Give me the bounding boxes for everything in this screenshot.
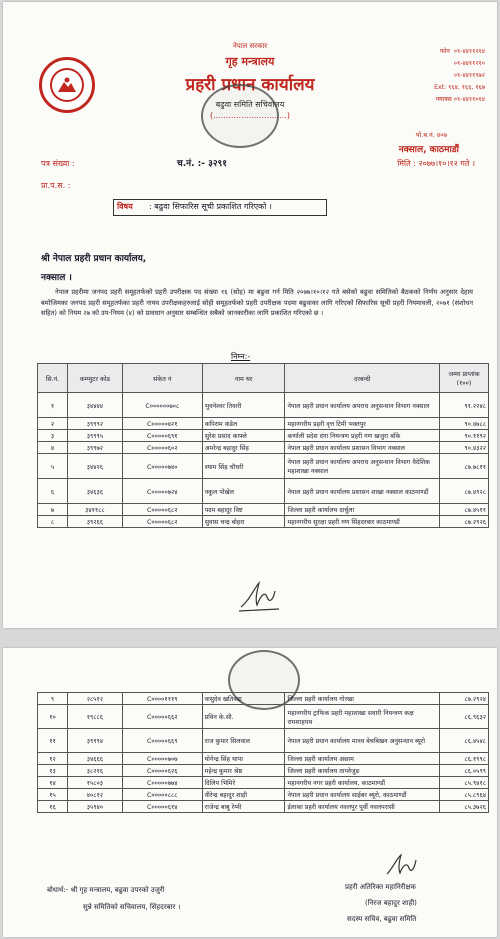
- cell-code: ३९९९४: [67, 729, 122, 753]
- cell-score: ९०.११९२: [440, 430, 489, 442]
- cell-name: कपिराम कंडेल: [202, 418, 285, 430]
- official-stamp: [201, 84, 279, 148]
- cell-name: वीरेन्द्र बहादुर शाही: [202, 789, 285, 801]
- cell-symbol: C०००००७२४: [122, 479, 202, 504]
- recipient: श्री नेपाल प्रहरी प्रधान कार्यालय,: [41, 254, 147, 264]
- cell-serial: ९: [38, 693, 68, 705]
- cell-score: ८७.२९२६: [440, 516, 489, 528]
- cell-name: दिलिप भिमिरे: [202, 777, 285, 789]
- cell-code: ३४६६६: [67, 753, 122, 765]
- subject-text: : बढुवा सिफारिस सूची प्रकाशित गरिएको ।: [149, 202, 272, 211]
- recipient-place: नक्साल ।: [41, 273, 72, 283]
- signature-final: [381, 852, 421, 880]
- cell-code: ३९९९२: [67, 418, 122, 430]
- recommendation-table-1: [37, 363, 489, 528]
- cell-symbol: C०००००६६२: [122, 705, 202, 729]
- cell-code: ३४११८८: [67, 504, 122, 516]
- cell-post: नेपाल प्रहरी प्रधान कार्यालय मानव बेचबिखन अनुसन्धान ब्यूरो: [285, 729, 440, 753]
- cell-name: भुवनेश्वर तिवारी: [202, 393, 285, 418]
- cell-symbol: C०००००६८२: [122, 516, 202, 528]
- cell-code: ३४४४४: [67, 393, 122, 418]
- cell-score: ८५.८९६४: [440, 789, 489, 801]
- cell-name: राज कुमार सिलवाल: [202, 729, 285, 753]
- cell-symbol: C०००००६२६: [122, 765, 202, 777]
- cell-serial: १: [38, 393, 68, 418]
- cell-serial: ८: [38, 516, 68, 528]
- cell-score: ८६.०५९९: [440, 765, 489, 777]
- cell-serial: १३: [38, 765, 68, 777]
- cell-code: ३८२१६: [67, 765, 122, 777]
- org-dotted-line: (.............................): [210, 111, 290, 120]
- cell-symbol: C००००००७०८: [122, 393, 202, 418]
- letter-page-2: [3, 648, 497, 937]
- cell-symbol: C०००००६०२: [122, 442, 202, 454]
- table-row: [38, 393, 489, 418]
- col-header-code: कम्प्युटर कोड: [67, 364, 122, 393]
- cell-serial: ६: [38, 479, 68, 504]
- cell-symbol: C०००००६९१: [122, 430, 202, 442]
- cell-post: महानगरीय ट्राफिक प्रहरी महाशाखा सवारी नियन्त्रण कक्ष रामशाहपथ: [285, 705, 440, 729]
- table-row: [38, 693, 489, 705]
- table-row: [38, 516, 489, 528]
- cell-score: ८६.४५४८: [440, 729, 489, 753]
- cell-serial: ७: [38, 504, 68, 516]
- cell-name: प्रविन के.सी.: [202, 705, 285, 729]
- contact-ext: Ext: १६४, १६६, १६७: [434, 84, 485, 91]
- recommendation-table-2: [37, 692, 489, 813]
- cell-post: नेपाल प्रहरी प्रधान कार्यालय अपराध अनुसन्धान विभाग नक्साल: [285, 393, 440, 418]
- cell-code: ३९९९५: [67, 430, 122, 442]
- cell-name: पदम बहादुर विष्ट: [202, 504, 285, 516]
- cell-post: नेपाल प्रहरी प्रधान कार्यालय प्रशासन विभाग नक्साल: [285, 442, 440, 454]
- org-main-title: प्रहरी प्रधान कार्यालय: [185, 75, 315, 95]
- cell-score: ८५.३७२६: [440, 801, 489, 813]
- col-header-post: दरबन्दी: [285, 364, 440, 393]
- contact-fax: फ्याक्स ०१-४४११०१४: [435, 96, 485, 103]
- po-box: पो.ब.नं. ४०७: [415, 131, 447, 139]
- table-row: [38, 418, 489, 430]
- cell-post: नेपाल प्रहरी प्रधान कार्यालय प्रशासन शाखा नक्साल काठमाण्डौं: [285, 479, 440, 504]
- cell-name: वासुदेव खतिवडा: [202, 693, 285, 705]
- cell-serial: ४: [38, 442, 68, 454]
- cell-score: ९१.२२४८: [440, 393, 489, 418]
- cell-post: नेपाल प्रहरी प्रधान कार्यालय साईबर ब्यूरो, काठमाण्डौं: [285, 789, 440, 801]
- cell-score: ८६.९६३२: [440, 705, 489, 729]
- cell-name: सुवास चन्द्र बोहरा: [202, 516, 285, 528]
- cell-score: ९०.४७८८: [440, 418, 489, 430]
- cell-score: ८७.७८११: [440, 454, 489, 479]
- cell-score: ९०.४३२२: [440, 442, 489, 454]
- cell-code: ४०८१२: [67, 789, 122, 801]
- cell-code: १९८८६: [67, 705, 122, 729]
- cell-code: ३९२६६: [67, 516, 122, 528]
- cell-code: ३४४२६: [67, 454, 122, 479]
- cell-symbol: C०००००७७४: [122, 777, 202, 789]
- cell-serial: १६: [38, 801, 68, 813]
- org-ministry-line: गृह मन्त्रालय: [225, 55, 275, 68]
- contact-phone-2: ०१-४४११२१०: [453, 60, 485, 67]
- cell-symbol: C०००००६८२: [122, 504, 202, 516]
- cell-serial: ३: [38, 430, 68, 442]
- dispatch-label: प्रा.प.स. :: [41, 181, 71, 190]
- cell-name: श्याम सिंह चौधरी: [202, 454, 285, 479]
- cell-name: राजेन्द्र बाबु रेग्मी: [202, 801, 285, 813]
- cell-post: जिल्ला प्रहरी कार्यालय दार्चुला: [285, 504, 440, 516]
- table-row: [38, 729, 489, 753]
- cell-post: महानगरीय सुरक्षा प्रहरी गण सिंहदरबार काठमाण्डौं: [285, 516, 440, 528]
- cell-name: योगेन्द्र सिंह थापा: [202, 753, 285, 765]
- cell-symbol: C००००१११९: [122, 693, 202, 705]
- table-row: [38, 442, 489, 454]
- ref-number: च.नं. :- ३२९१: [177, 159, 227, 169]
- cell-symbol: C०००००८८८: [122, 789, 202, 801]
- cell-code: ३४६३६: [67, 479, 122, 504]
- address: नक्साल, काठमाडौं: [398, 145, 459, 155]
- cell-serial: ५: [38, 454, 68, 479]
- cell-post: महानगरीय प्रहरी वृत्त टिमी भक्तपुर: [285, 418, 440, 430]
- cell-symbol: C०००००६१४: [122, 801, 202, 813]
- contact-phone-1: फोन ०१-४४११२१४: [440, 48, 485, 55]
- cell-score: ८७.२९२४: [440, 693, 489, 705]
- list-title: निम्न:-: [231, 352, 251, 361]
- org-small-line: नेपाल सरकार: [232, 42, 268, 50]
- cell-serial: १५: [38, 789, 68, 801]
- cell-symbol: C०००००७०७: [122, 753, 202, 765]
- cell-name: सुरेश प्रसाद काफ्ले: [202, 430, 285, 442]
- sign-role: सदस्य सचिव, बढुवा समिति: [347, 915, 417, 923]
- table-row: [38, 479, 489, 504]
- letter-body: नेपाल प्रहरीमा जनपद प्रहरी समूहतर्फको प्रहरी उपरीक्षक पद संख्या १६ (सोह) मा बढुवा गर्न मिति २०७७।१०।१२ गते बसेको बढुवा समितिको बैठकको निर्णय अनुसार देहाय बमोजिमका जनपद प्रहरी समूहतर्फका प्रहरी नायव उपरीक्षकहरुलाई सोही समूहतर्फको प्रहरी उपरीक्षक पदमा बढुवाका लागि गरिएको सिफारिस सूची प्रहरी नियमावली, २०७१ (संशोधन सहित) को नियम २७ को उप-नियम (४) को प्रावधान अनुसार सम्बन्धित सबैको जानकारीका लागि प्रकाशित गरिएको छ ।: [41, 288, 473, 318]
- cell-score: ८६.१९९८: [440, 753, 489, 765]
- cell-score: ८५.९४१८: [440, 777, 489, 789]
- cell-post: जिल्ला प्रहरी कार्यालय गोरखा: [285, 693, 440, 705]
- ref-label: पत्र संख्या :: [41, 159, 75, 168]
- cell-serial: १४: [38, 777, 68, 789]
- cell-name: महेन्द्र कुमार श्रेष्ठ: [202, 765, 285, 777]
- cell-score: ८७.४९२८: [440, 479, 489, 504]
- col-header-symbol: संकेत नं: [122, 364, 202, 393]
- cell-code: ३९९७२: [67, 442, 122, 454]
- table-row: [38, 454, 489, 479]
- sign-name: (निरज बहादुर शाही): [365, 899, 417, 907]
- table-row: [38, 801, 489, 813]
- cell-post: ईलाका प्रहरी कार्यालय नवलपुर पूर्वी नवलपरासी: [285, 801, 440, 813]
- letter-date: मिति : २०७७।१०।१२ गते ।: [397, 159, 475, 168]
- cell-code: २८५१२: [67, 693, 122, 705]
- cell-post: जिल्ला प्रहरी कार्यालय अछाम: [285, 753, 440, 765]
- cell-name: अमरेन्द्र बहादुर सिंह: [202, 442, 285, 454]
- cell-serial: २: [38, 418, 68, 430]
- org-sub-line: बढुवा समिति सचिवालय: [215, 100, 285, 109]
- table-row: [38, 765, 489, 777]
- cell-score: ८७.४५११: [440, 504, 489, 516]
- cell-symbol: C०००००७४०: [122, 454, 202, 479]
- sign-title: प्रहरी अतिरिक्त महानिरीक्षक: [345, 883, 416, 891]
- cell-serial: १०: [38, 705, 68, 729]
- col-header-serial: सि.नं.: [38, 364, 68, 393]
- cell-serial: ११: [38, 729, 68, 753]
- cc-line-1: बोधार्थ:- श्री गृह मन्त्रालय, बढुवा उपरको उजुरी: [47, 886, 165, 894]
- col-header-score: जम्मा प्राप्तांक (१००): [440, 364, 489, 393]
- cell-post: जिल्ला प्रहरी कार्यालय ताप्लेजुङ: [285, 765, 440, 777]
- cc-line-2: सुन्ने समितिको सचिवालय, सिंहदरबार ।: [83, 903, 181, 911]
- table-row: [38, 504, 489, 516]
- contact-phone-3: ०१-४४११९७२: [453, 72, 485, 79]
- cell-post: कर्णाली प्रदेश दंगा नियन्त्रण प्रहरी गण खजुरा बाँके: [285, 430, 440, 442]
- table-row: [38, 753, 489, 765]
- table-row: [38, 777, 489, 789]
- table-header-row: [38, 364, 489, 393]
- cell-code: ३५९४०: [67, 801, 122, 813]
- cell-post: नेपाल प्रहरी प्रधान कार्यालय अपराध अनुसन्धान विभाग वैदेशिक महाशाखा नक्साल: [285, 454, 440, 479]
- cell-symbol: C०००००६६९: [122, 729, 202, 753]
- signature-initial-1: [235, 577, 283, 617]
- table-row: [38, 789, 489, 801]
- cell-symbol: C०००००४२१: [122, 418, 202, 430]
- cell-name: नकुल पोखेल: [202, 479, 285, 504]
- cell-serial: १२: [38, 753, 68, 765]
- col-header-name: नाम थर: [202, 364, 285, 393]
- table-row: [38, 705, 489, 729]
- cell-code: १५८०३: [67, 777, 122, 789]
- letter-page-1: [3, 2, 497, 628]
- table-row: [38, 430, 489, 442]
- cell-post: महानगरीय नगर प्रहरी कार्यालय, काठमाण्डौं: [285, 777, 440, 789]
- subject-label: विषय: [117, 202, 133, 211]
